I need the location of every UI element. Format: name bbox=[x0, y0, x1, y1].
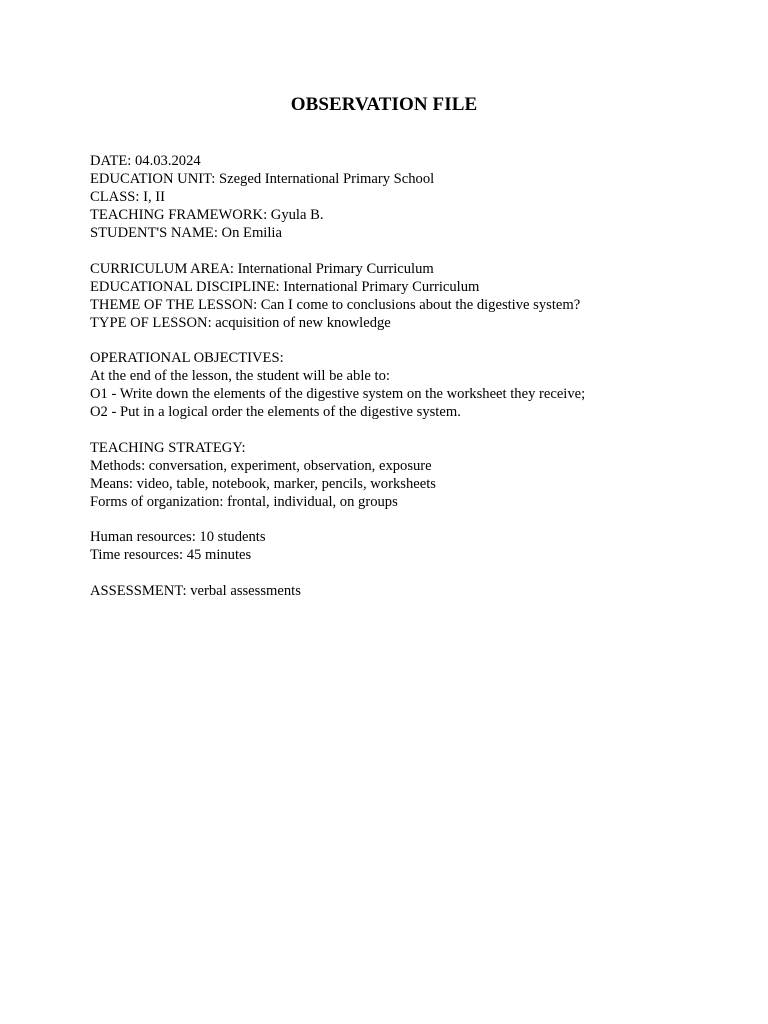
human-resources-line: Human resources: 10 students bbox=[90, 529, 266, 545]
class-line: CLASS: I, II bbox=[90, 189, 165, 205]
objective-o1: O1 - Write down the elements of the digestive system on the worksheet they receive; bbox=[90, 386, 586, 402]
strategy-means: Means: video, table, notebook, marker, pencils, worksheets bbox=[90, 475, 436, 492]
objectives-heading: OPERATIONAL OBJECTIVES: bbox=[90, 350, 284, 366]
resources-section bbox=[90, 528, 730, 564]
objective-o2: O2 - Put in a logical order the elements of the digestive system. bbox=[90, 404, 461, 420]
curriculum-section bbox=[90, 260, 730, 332]
objectives-intro: At the end of the lesson, the student will be able to: bbox=[90, 368, 390, 384]
assessment-line: ASSESSMENT: verbal assessments bbox=[90, 582, 301, 599]
strategy-methods: Methods: conversation, experiment, observation, exposure bbox=[90, 457, 432, 474]
lesson-type-line: TYPE OF LESSON: acquisition of new knowledge bbox=[90, 314, 391, 331]
educational-discipline-line: EDUCATIONAL DISCIPLINE: International Primary Curriculum bbox=[90, 278, 480, 295]
education-unit-line: EDUCATION UNIT: Szeged International Primary School bbox=[90, 171, 435, 187]
strategy-section bbox=[90, 439, 730, 511]
document-body bbox=[90, 152, 730, 617]
curriculum-area-line: CURRICULUM AREA: International Primary Curriculum bbox=[90, 260, 434, 277]
assessment-section bbox=[90, 582, 730, 600]
strategy-forms: Forms of organization: frontal, individual, on groups bbox=[90, 493, 398, 510]
strategy-heading: TEACHING STRATEGY: bbox=[90, 439, 246, 456]
lesson-theme-line: THEME OF THE LESSON: Can I come to conclusions about the digestive system? bbox=[90, 296, 581, 313]
objectives-section bbox=[90, 349, 730, 421]
document-title: OBSERVATION FILE bbox=[290, 94, 478, 115]
teaching-framework-line: TEACHING FRAMEWORK: Gyula B. bbox=[90, 207, 324, 223]
time-resources-line: Time resources: 45 minutes bbox=[90, 547, 252, 563]
student-name-line: STUDENT'S NAME: On Emilia bbox=[90, 225, 282, 241]
header-info-section bbox=[90, 152, 730, 242]
date-line: DATE: 04.03.2024 bbox=[90, 153, 201, 169]
